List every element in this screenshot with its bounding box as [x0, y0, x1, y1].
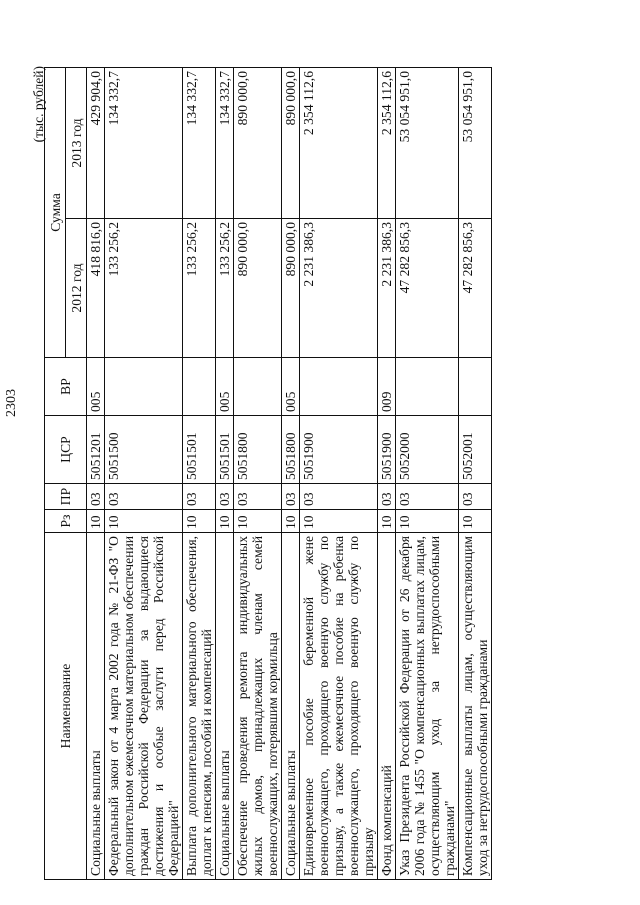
- row-name: Указ Президента Российской Федерации от 26 декабря 2006 года № 1455 "О компенсационных выплатах лицам, осуществляющим уход за нетрудоспособными гражданами": [396, 533, 459, 880]
- row-name: Компенсационные выплаты лицам, осуществляющим уход за нетрудоспособными гражданами: [459, 533, 492, 880]
- table-row: [396, 68, 459, 880]
- row-rz: 10: [105, 510, 183, 533]
- units-label: (тыс. рублей): [31, 66, 46, 143]
- row-sum-2012: 2 231 386,3: [378, 219, 396, 358]
- row-csr: 5051501: [183, 416, 216, 484]
- row-name: Социальные выплаты: [87, 533, 105, 880]
- row-rz: 10: [282, 510, 300, 533]
- row-sum-2013: 53 054 951,0: [396, 68, 459, 219]
- row-csr: 5052000: [396, 416, 459, 484]
- row-sum-2013: 53 054 951,0: [459, 68, 492, 219]
- header-vr: ВР: [45, 358, 87, 416]
- budget-table: [44, 67, 492, 880]
- row-vr: 005: [282, 358, 300, 416]
- row-vr: [105, 358, 183, 416]
- table-row: [300, 68, 378, 880]
- row-pr: 03: [87, 484, 105, 510]
- row-sum-2012: 2 231 386,3: [300, 219, 378, 358]
- row-vr: 005: [87, 358, 105, 416]
- row-csr: 5051201: [87, 416, 105, 484]
- row-sum-2013: 134 332,7: [105, 68, 183, 219]
- row-sum-2013: 2 354 112,6: [300, 68, 378, 219]
- row-sum-2013: 429 904,0: [87, 68, 105, 219]
- row-vr: [396, 358, 459, 416]
- row-sum-2013: 2 354 112,6: [378, 68, 396, 219]
- page-number: 2303: [4, 389, 19, 417]
- row-sum-2013: 134 332,7: [216, 68, 234, 219]
- table-row: [282, 68, 300, 880]
- row-sum-2013: 890 000,0: [282, 68, 300, 219]
- row-vr: [183, 358, 216, 416]
- row-csr: 5052001: [459, 416, 492, 484]
- row-pr: 03: [282, 484, 300, 510]
- row-csr: 5051500: [105, 416, 183, 484]
- header-sum: Сумма: [45, 68, 66, 358]
- row-rz: 10: [459, 510, 492, 533]
- row-name: Социальные выплаты: [216, 533, 234, 880]
- row-name: Выплата дополнительного материального обеспечения, доплат к пенсиям, пособий и компенсаций: [183, 533, 216, 880]
- row-pr: 03: [378, 484, 396, 510]
- row-name: Фонд компенсаций: [378, 533, 396, 880]
- row-csr: 5051900: [300, 416, 378, 484]
- row-csr: 5051800: [282, 416, 300, 484]
- row-csr: 5051800: [234, 416, 282, 484]
- row-vr: 009: [378, 358, 396, 416]
- table-row: [87, 68, 105, 880]
- row-name: Обеспечение проведения ремонта индивидуальных жилых домов, принадлежащих членам семей военнослужащих, потерявшим кормильца: [234, 533, 282, 880]
- row-name: Федеральный закон от 4 марта 2002 года № 21-ФЗ "О дополнительном ежемесячном материальном обеспечении граждан Российской Федерации за выдающиеся достижения и особые заслуги перед Российской Федерацией": [105, 533, 183, 880]
- row-pr: 03: [234, 484, 282, 510]
- row-sum-2012: 890 000,0: [282, 219, 300, 358]
- row-vr: [300, 358, 378, 416]
- header-csr: ЦСР: [45, 416, 87, 484]
- row-name: Единовременное пособие беременной жене военнослужащего, проходящего военную службу по призыву, а также ежемесячное пособие на ребенка военнослужащего, проходящего военную службу по призыву: [300, 533, 378, 880]
- row-name: Социальные выплаты: [282, 533, 300, 880]
- table-row: [183, 68, 216, 880]
- header-rz: Рз: [45, 510, 87, 533]
- header-year-2013: 2013 год: [66, 68, 87, 219]
- row-sum-2012: 133 256,2: [183, 219, 216, 358]
- row-sum-2012: 47 282 856,3: [459, 219, 492, 358]
- header-pr: ПР: [45, 484, 87, 510]
- row-pr: 03: [183, 484, 216, 510]
- row-pr: 03: [459, 484, 492, 510]
- row-rz: 10: [300, 510, 378, 533]
- row-rz: 10: [396, 510, 459, 533]
- row-pr: 03: [300, 484, 378, 510]
- table-row: [234, 68, 282, 880]
- header-year-2012: 2012 год: [66, 219, 87, 358]
- row-sum-2012: 133 256,2: [105, 219, 183, 358]
- row-vr: [459, 358, 492, 416]
- table-row: [105, 68, 183, 880]
- table-row: [459, 68, 492, 880]
- table-row: [216, 68, 234, 880]
- row-sum-2012: 47 282 856,3: [396, 219, 459, 358]
- row-sum-2013: 134 332,7: [183, 68, 216, 219]
- row-vr: 005: [216, 358, 234, 416]
- row-rz: 10: [378, 510, 396, 533]
- row-rz: 10: [234, 510, 282, 533]
- header-name: Наименование: [45, 533, 87, 880]
- row-csr: 5051501: [216, 416, 234, 484]
- row-sum-2012: 133 256,2: [216, 219, 234, 358]
- row-sum-2013: 890 000,0: [234, 68, 282, 219]
- row-rz: 10: [87, 510, 105, 533]
- row-sum-2012: 418 816,0: [87, 219, 105, 358]
- row-pr: 03: [105, 484, 183, 510]
- row-vr: [234, 358, 282, 416]
- row-sum-2012: 890 000,0: [234, 219, 282, 358]
- row-csr: 5051900: [378, 416, 396, 484]
- row-pr: 03: [396, 484, 459, 510]
- row-pr: 03: [216, 484, 234, 510]
- row-rz: 10: [216, 510, 234, 533]
- table-row: [378, 68, 396, 880]
- row-rz: 10: [183, 510, 216, 533]
